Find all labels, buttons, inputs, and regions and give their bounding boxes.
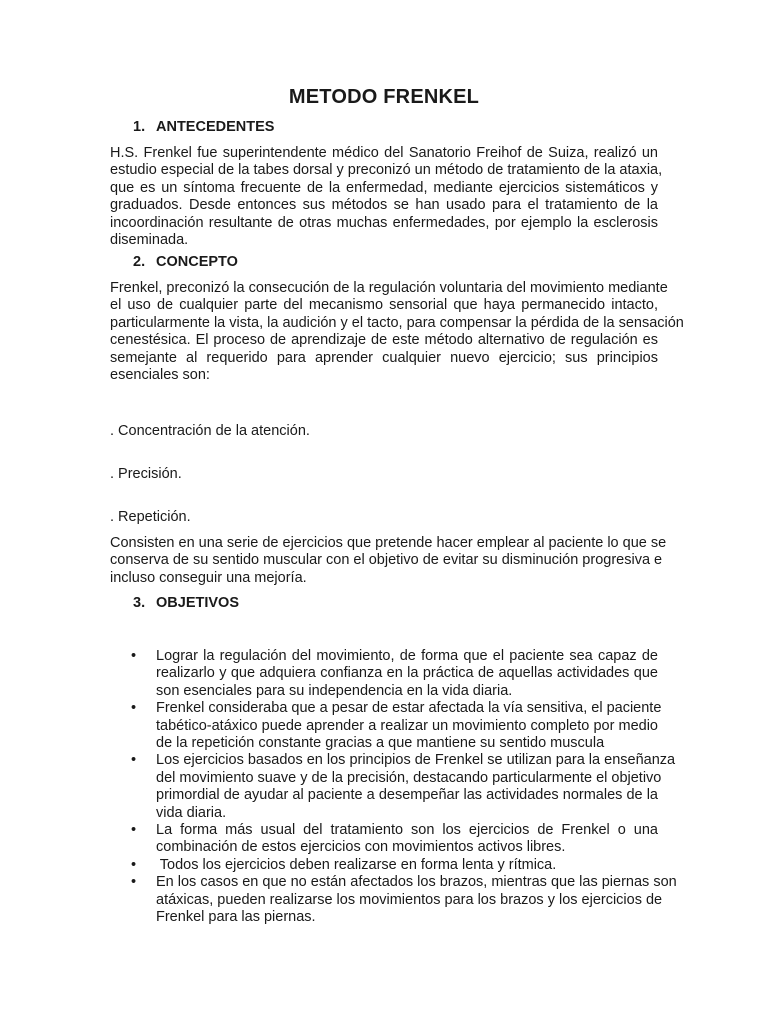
paragraph-line: Frenkel, preconizó la consecución de la regulación voluntaria del movimiento mediante — [110, 280, 668, 296]
paragraph-line: Consisten en una serie de ejercicios que pretende hacer emplear al paciente lo que se — [110, 535, 667, 551]
list-item-line: combinación de estos ejercicios con movimientos activos libres. — [156, 839, 566, 856]
list-item-line: Los ejercicios basados en los principios de Frenkel se utilizan para la enseñanza — [156, 752, 676, 769]
antecedentes-paragraph — [110, 145, 663, 249]
paragraph-line: particularmente la vista, la audición y el tacto, para compensar la pérdida de la sensación — [110, 314, 684, 331]
bullet-marker: • — [131, 822, 137, 839]
objectives-list — [110, 648, 677, 927]
principle-item: . Precisión. — [110, 466, 182, 482]
list-item-line: Lograr la regulación del movimiento, de forma que el paciente sea capaz de — [156, 648, 658, 664]
list-item-line: de la repetición constante gracias a que mantiene su sentido muscula — [156, 735, 605, 752]
list-item-line: Todos los ejercicios deben realizarse en forma lenta y rítmica. — [156, 856, 557, 873]
list-item — [110, 752, 676, 822]
list-item — [110, 822, 658, 857]
list-item-line: En los casos en que no están afectados los brazos, mientras que las piernas son — [156, 874, 677, 891]
bullet-marker: • — [131, 700, 137, 717]
paragraph-line: cenestésica. El proceso de aprendizaje de este método alternativo de regulación es — [110, 332, 658, 349]
list-item-line: del movimiento suave y de la precisión, destacando particularmente el objetivo — [156, 769, 662, 786]
principle-item: . Concentración de la atención. — [110, 423, 310, 439]
principle-item: . Repetición. — [110, 509, 191, 525]
paragraph-line: esenciales son: — [110, 367, 210, 384]
section-heading-text: CONCEPTO — [156, 254, 238, 270]
list-item — [110, 857, 658, 874]
bullet-marker: • — [131, 648, 137, 664]
list-item-line: primordial de ayudar al paciente a desempeñar las actividades normales de la — [156, 787, 658, 804]
list-item-line: Frenkel para las piernas. — [156, 909, 316, 926]
section-heading-text: OBJETIVOS — [156, 595, 239, 611]
section-number: 2. — [133, 254, 146, 270]
paragraph-line: conserva de su sentido muscular con el objetivo de evitar su disminución progresiva e — [110, 552, 663, 569]
list-item — [110, 874, 677, 926]
list-item-line: La forma más usual del tratamiento son los ejercicios de Frenkel o una — [156, 822, 658, 839]
paragraph-line: que es un síntoma frecuente de la enfermedad, mediante ejercicios sistemáticos y — [110, 179, 658, 196]
section-heading-objetivos — [133, 595, 239, 611]
concepto-closing-paragraph — [110, 535, 667, 587]
list-item-line: Frenkel consideraba que a pesar de estar afectada la vía sensitiva, el paciente — [156, 700, 662, 717]
section-heading-text: ANTECEDENTES — [156, 119, 275, 135]
list-item-line: vida diaria. — [156, 804, 227, 821]
bullet-marker: • — [131, 856, 137, 873]
paragraph-line: H.S. Frenkel fue superintendente médico del Sanatorio Freihof de Suiza, realizó un — [110, 145, 658, 161]
list-item-line: son esenciales para su independencia en la vida diaria. — [156, 682, 513, 699]
paragraph-line: graduados. Desde entonces sus métodos se han usado para el tratamiento de la — [110, 197, 658, 214]
section-heading-antecedentes — [133, 119, 274, 135]
list-item — [110, 700, 662, 752]
paragraph-line: incoordinación resultante de otras muchas enfermedades, por ejemplo la esclerosis — [110, 214, 658, 231]
bullet-marker: • — [131, 752, 137, 769]
section-number: 3. — [133, 595, 146, 611]
section-number: 1. — [133, 119, 146, 135]
paragraph-line: semejante al requerido para aprender cualquier nuevo ejercicio; sus principios — [110, 349, 658, 366]
section-heading-concepto — [133, 254, 238, 270]
concepto-paragraph — [110, 280, 684, 384]
bullet-marker: • — [131, 874, 137, 891]
paragraph-line: diseminada. — [110, 232, 189, 249]
list-item-line: realizarlo y que adquiera confianza en la práctica de aquellas actividades que — [156, 665, 658, 682]
paragraph-line: estudio especial de la tabes dorsal y preconizó un método de tratamiento de la ataxia, — [110, 162, 663, 179]
document-title: METODO FRENKEL — [288, 86, 480, 108]
paragraph-line: el uso de cualquier parte del mecanismo sensorial que haya permanecido intacto, — [110, 297, 658, 314]
list-item — [110, 648, 658, 700]
list-item-line: atáxicas, pueden realizarse los movimientos para los brazos y los ejercicios de — [156, 891, 663, 908]
paragraph-line: incluso conseguir una mejoría. — [110, 569, 307, 586]
list-item-line: tabético-atáxico puede aprender a realizar un movimiento completo por medio — [156, 717, 658, 734]
